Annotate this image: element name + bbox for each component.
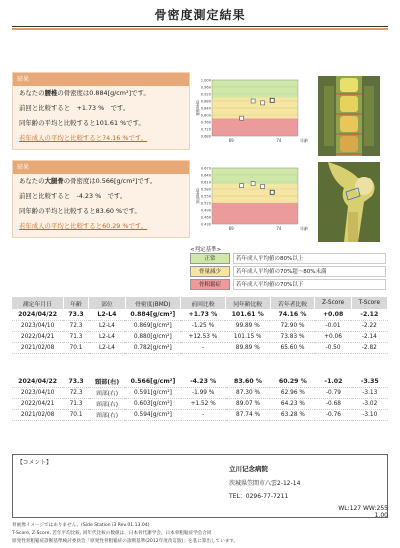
table-cell: 71.3: [63, 331, 89, 342]
table-row: [12, 387, 388, 398]
table-cell: L2-L4: [89, 309, 125, 320]
table-cell: -: [181, 409, 226, 420]
accent-divider: [12, 28, 388, 30]
table-cell: -3.13: [352, 387, 388, 398]
table-cell: 60.29 %: [270, 376, 315, 387]
table-cell: 64.23 %: [270, 398, 315, 409]
y-tick-label: 0.520: [200, 201, 211, 206]
window-level-readout: [338, 505, 388, 519]
table-cell: -2.22: [351, 320, 387, 331]
lumbar-young-line: 若年成人の平均と比較すると74.16 %です。: [19, 134, 148, 142]
table-cell: 73.3: [63, 309, 89, 320]
table-row: [12, 309, 388, 320]
table-cell: 72.3: [63, 387, 89, 398]
table-cell: 2023/04/10: [12, 320, 63, 331]
legend-label: 正常: [190, 253, 230, 264]
legend-title: <判定基準>: [190, 247, 222, 253]
lumbar-age-line: 同年齢の平均と比較すると101.61 %です。: [19, 119, 145, 127]
table-cell: 頸部(右): [89, 387, 125, 398]
col-header: 若年者比較: [270, 297, 315, 309]
y-tick-label: 0.680: [200, 134, 211, 139]
footnote: 原発性骨粗鬆症診断基準検討委員会「原発性骨粗鬆症の診断基準(2012年度改訂版)」を基に算出しています。: [12, 539, 239, 544]
hospital-address: 茨城県笠間市八雲2-12-14: [229, 480, 301, 487]
table-cell: 0.884[g/cm²]: [125, 309, 180, 320]
comment-label: 【コメント】: [17, 460, 52, 466]
table-row: [12, 331, 388, 342]
y-tick-label: 0.920: [200, 92, 211, 97]
table-cell: 87.30 %: [226, 387, 271, 398]
table-cell: 2024/04/22: [12, 376, 63, 387]
data-point: [270, 98, 274, 102]
y-tick-label: 0.490: [200, 208, 211, 213]
legend-row-osteoporosis: [190, 279, 386, 290]
title-divider: [12, 26, 388, 27]
y-tick-label: 0.610: [200, 180, 211, 185]
y-tick-label: 0.960: [200, 85, 211, 90]
data-point: [240, 116, 244, 120]
legend-label: 骨量減少: [190, 266, 230, 277]
col-header: 測定年月日: [12, 297, 63, 309]
data-point: [251, 182, 255, 186]
table-cell: 0.591[g/cm²]: [125, 387, 181, 398]
table-cell: 62.96 %: [270, 387, 315, 398]
table-cell: 0.594[g/cm²]: [125, 409, 181, 420]
table-cell: 101.15 %: [225, 331, 270, 342]
table-cell: 89.89 %: [225, 342, 270, 353]
col-header: 部位: [89, 297, 125, 309]
table-cell: 頸部(右): [89, 409, 125, 420]
lumbar-result-box: [12, 72, 190, 150]
wl-value: WL:127 WW:255: [338, 505, 388, 512]
table-cell: L2-L4: [89, 342, 125, 353]
table-cell: +0.06: [315, 331, 351, 342]
y-tick-label: 0.800: [200, 113, 211, 118]
femur-result-box: [12, 160, 190, 238]
table-cell: 89.07 %: [226, 398, 271, 409]
table-cell: -0.68: [315, 398, 351, 409]
col-header: T-Score: [351, 297, 387, 309]
zoom-value: 1.00: [374, 512, 388, 519]
table-cell: 2024/04/22: [12, 309, 63, 320]
lumbar-prev-line: 前回と比較すると +1.73 % です。: [19, 104, 130, 112]
table-cell: -: [181, 342, 226, 353]
table-cell: 2021/02/08: [12, 342, 63, 353]
table-row: [12, 342, 388, 353]
band-reduced: [212, 184, 298, 203]
table-cell: 71.3: [63, 398, 89, 409]
lumbar-result-header: 結果: [13, 73, 189, 86]
table-cell: -2.14: [351, 331, 387, 342]
femur-prev-line: 前回と比較すると -4.23 % です。: [19, 192, 127, 200]
y-tick-label: 0.580: [200, 187, 211, 192]
lumbar-history-table: [12, 297, 388, 354]
table-cell: -1.02: [315, 376, 351, 387]
femur-young-line: 若年成人の平均と比較すると60.29 %です。: [19, 222, 148, 230]
table-cell: 頸部(右): [89, 376, 125, 387]
table-cell: L2-L4: [89, 331, 125, 342]
table-cell: 72.90 %: [270, 320, 315, 331]
table-cell: 2022/04/21: [12, 398, 63, 409]
femur-age-line: 同年齢の平均と比較すると83.60 %です。: [19, 207, 141, 215]
table-row: [12, 320, 388, 331]
spine-scan-image: [318, 76, 380, 156]
y-tick-label: 0.880: [200, 99, 211, 104]
table-cell: 頸部(右): [89, 398, 125, 409]
band-normal: [212, 80, 298, 98]
table-cell: 99.89 %: [225, 320, 270, 331]
femur-bmd-line: あなたの大腿骨の骨密度は0.566[g/cm²]です。: [19, 177, 157, 185]
y-tick-label: 0.760: [200, 120, 211, 125]
table-cell: 0.566[g/cm²]: [125, 376, 181, 387]
femur-bmd-chart: [196, 166, 308, 238]
table-cell: 65.60 %: [270, 342, 315, 353]
table-cell: -0.01: [315, 320, 351, 331]
table-cell: 63.28 %: [270, 409, 315, 420]
table-cell: -2.82: [351, 342, 387, 353]
x-tick-label: 74: [276, 138, 282, 143]
x-tick-label: 69: [228, 226, 234, 231]
footnote: 骨画像イメージではありません。(Side Station i3 Rev.01.13.04): [12, 523, 150, 528]
femur-result-header: 結果: [13, 161, 189, 174]
legend-text: 若年成人平均値の80%以上: [233, 253, 386, 264]
y-axis-label: 頸部BMD: [196, 188, 200, 204]
table-cell: +12.53 %: [181, 331, 226, 342]
lumbar-bmd-line: あなたの腰椎の骨密度は0.884[g/cm²]です。: [19, 89, 150, 97]
hospital-name: 立川记念病院: [229, 465, 268, 473]
data-point: [270, 190, 274, 194]
table-cell: +1.52 %: [181, 398, 226, 409]
x-axis-label: 年齢: [300, 226, 308, 231]
data-point: [251, 99, 255, 103]
data-point: [261, 101, 265, 105]
table-cell: -0.76: [315, 409, 351, 420]
table-cell: 83.60 %: [226, 376, 271, 387]
table-cell: 87.74 %: [226, 409, 271, 420]
band-osteoporosis: [212, 203, 298, 224]
table-cell: -0.50: [315, 342, 351, 353]
col-header: 年齢: [63, 297, 89, 309]
band-osteoporosis: [212, 119, 298, 137]
table-cell: -0.79: [315, 387, 351, 398]
table-cell: -3.10: [352, 409, 388, 420]
y-tick-label: 0.430: [200, 222, 211, 227]
legend-label: 骨粗鬆症: [190, 279, 230, 290]
table-cell: 73.83 %: [270, 331, 315, 342]
table-cell: -2.12: [351, 309, 387, 320]
y-tick-label: 0.460: [200, 215, 211, 220]
hospital-tel: TEL：0296-77-7211: [229, 493, 289, 500]
table-cell: 73.3: [63, 376, 89, 387]
data-point: [261, 184, 265, 188]
table-row: [12, 398, 388, 409]
table-header-row: [12, 297, 388, 309]
y-tick-label: 0.670: [200, 166, 211, 171]
legend-row-normal: [190, 253, 386, 264]
table-cell: -3.02: [352, 398, 388, 409]
page-title: 骨密度測定結果: [154, 8, 246, 22]
y-tick-label: 0.840: [200, 106, 211, 111]
table-cell: 2023/04/10: [12, 387, 63, 398]
x-tick-label: 74: [276, 226, 282, 231]
data-point: [240, 184, 244, 188]
femur-history-table: [12, 376, 388, 421]
table-row: [12, 409, 388, 420]
lumbar-bmd-chart: [196, 78, 308, 150]
col-header: 骨密度(BMD): [125, 297, 180, 309]
y-tick-label: 0.640: [200, 173, 211, 178]
y-tick-label: 0.550: [200, 194, 211, 199]
table-cell: -1.25 %: [181, 320, 226, 331]
table-cell: 2021/02/08: [12, 409, 63, 420]
col-header: 前回比較: [181, 297, 226, 309]
table-cell: 2022/04/21: [12, 331, 63, 342]
legend-text: 若年成人平均値の70%超～80%未満: [233, 266, 386, 277]
table-cell: -4.23 %: [181, 376, 226, 387]
table-cell: +1.73 %: [181, 309, 226, 320]
y-axis-label: 腰椎BMD: [196, 100, 200, 116]
table-cell: 0.869[g/cm²]: [125, 320, 180, 331]
legend-row-reduced: [190, 266, 386, 277]
table-cell: L2-L4: [89, 320, 125, 331]
table-cell: -1.99 %: [181, 387, 226, 398]
table-cell: 0.603[g/cm²]: [125, 398, 181, 409]
table-cell: 101.61 %: [225, 309, 270, 320]
table-cell: 70.1: [63, 342, 89, 353]
col-header: Z-Score: [315, 297, 351, 309]
table-cell: 0.880[g/cm²]: [125, 331, 180, 342]
table-cell: 74.16 %: [270, 309, 315, 320]
legend-text: 若年成人平均値の70%以下: [233, 279, 386, 290]
col-header: 同年齢比較: [225, 297, 270, 309]
x-tick-label: 69: [228, 138, 234, 143]
table-row: [12, 376, 388, 387]
table-cell: 70.1: [63, 409, 89, 420]
y-tick-label: 0.720: [200, 127, 211, 132]
y-tick-label: 1.000: [200, 78, 211, 83]
femur-scan-image: [318, 162, 380, 242]
table-cell: 72.3: [63, 320, 89, 331]
table-cell: -3.35: [352, 376, 388, 387]
comment-box: [12, 454, 388, 518]
table-cell: 0.782[g/cm²]: [125, 342, 180, 353]
x-axis-label: 年齢: [300, 138, 308, 143]
footnote: T-Score, Z-Score, 若年平均比較, 同年代比較の数値は、日本骨代謝学会、日本骨粗鬆症学会合同: [12, 531, 212, 536]
table-cell: +0.08: [315, 309, 351, 320]
